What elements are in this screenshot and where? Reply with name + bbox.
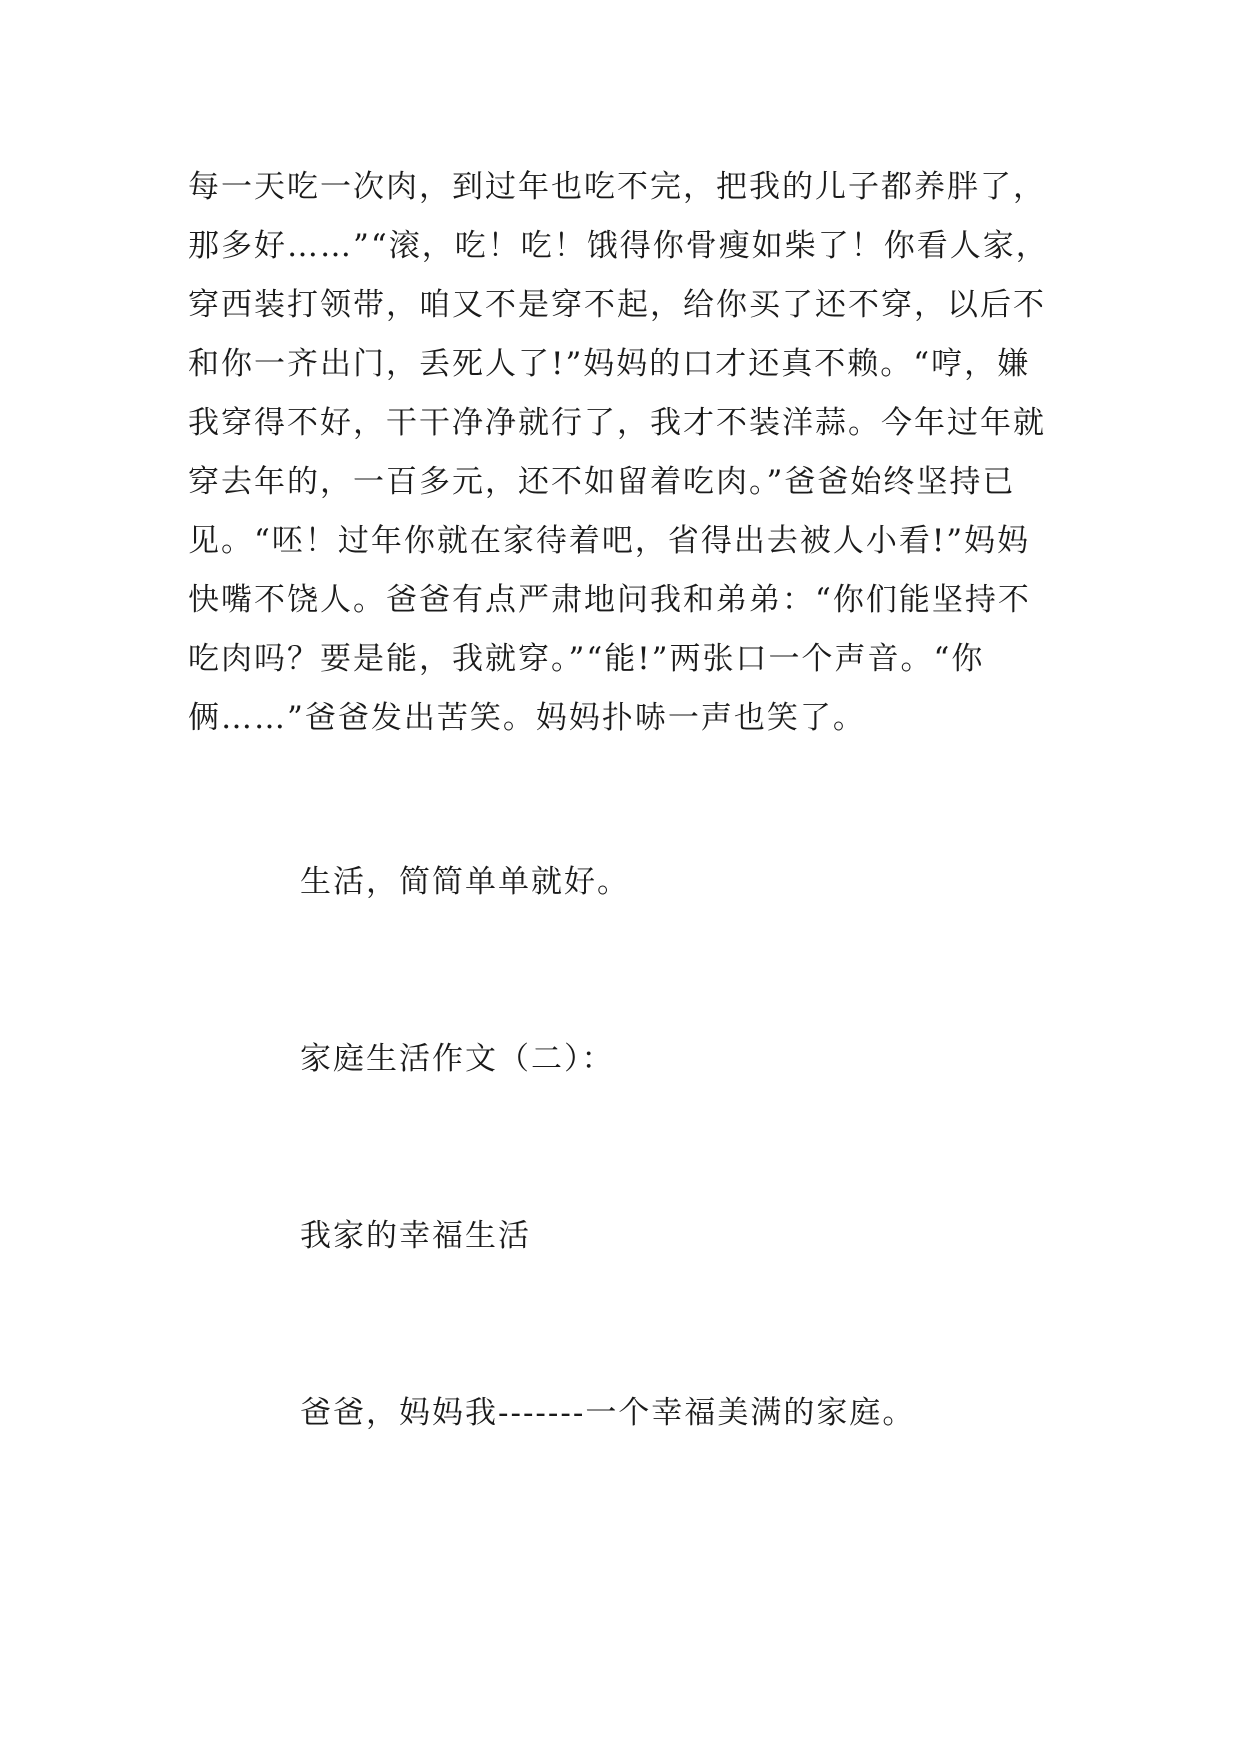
story-paragraph [188,158,1058,748]
opening-sentence: 爸爸，妈妈我-------一个幸福美满的家庭。 [300,1395,916,1431]
closing-sentence: 生活，简简单单就好。 [300,864,630,900]
paragraph-line: 吃肉吗？要是能，我就穿。”“能!”两张口一个声音。“你 [188,641,985,677]
section-heading: 家庭生活作文（二）： [300,1041,615,1077]
paragraph-line: 俩……”爸爸发出苦笑。妈妈扑哧一声也笑了。 [188,700,866,736]
paragraph-line: 每一天吃一次肉，到过年也吃不完，把我的儿子都养胖了， [188,169,1046,205]
essay-title: 我家的幸福生活 [300,1218,531,1254]
paragraph-line: 那多好……”“滚，吃！吃！饿得你骨瘦如柴了！你看人家， [188,228,1049,264]
paragraph-line: 穿西装打领带，咱又不是穿不起，给你买了还不穿，以后不 [188,287,1046,323]
paragraph-line: 我穿得不好，干干净净就行了，我才不装洋蒜。今年过年就 [188,405,1046,441]
paragraph-line: 和你一齐出门，丢死人了!”妈妈的口才还真不赖。“哼，嫌 [188,346,1031,382]
paragraph-line: 见。“呸！过年你就在家待着吧，省得出去被人小看!”妈妈 [188,523,1031,559]
paragraph-line: 穿去年的，一百多元，还不如留着吃肉。”爸爸始终坚持已 [188,464,1016,500]
paragraph-line: 快嘴不饶人。爸爸有点严肃地问我和弟弟：“你们能坚持不 [188,582,1031,618]
